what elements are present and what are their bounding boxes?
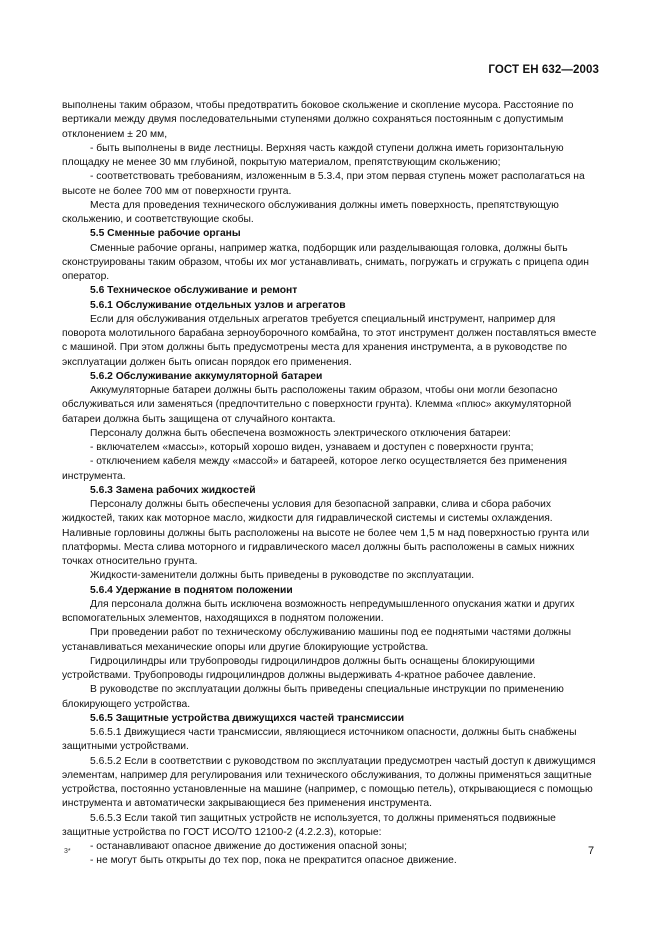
list-item: - останавливают опасное движение до достижения опасной зоны; (90, 841, 408, 852)
list-item: - быть выполнены в виде лестницы. Верхняя часть каждой ступени должна иметь горизонтальную площадку не менее 30 мм глубиной, покрытую материалом, препятствующим скольжению; (62, 142, 564, 168)
list-item: - не могут быть открыты до тех пор, пока не прекратится опасное движение. (90, 855, 457, 867)
section-heading: 5.6.4 Удержание в поднятом положении (90, 584, 293, 596)
text-paragraph: Персоналу должны быть обеспечены условия для безопасной заправки, слива и сбора рабочих жидкостей, таких как моторное масло, жидкости для гидравлической системы и системы охлаждения. Наливные горловины должны быть расположены на высоте не более чем 1,5 м над поверхностью грунта или платформы. Места слива моторного и гидравлического масел должны быть расположены в самых нижних точках относительно грунта. (62, 499, 590, 567)
section-heading: 5.5 Сменные рабочие органы (90, 228, 241, 240)
document-header: ГОСТ ЕН 632—2003 (488, 64, 599, 76)
text-paragraph: Гидроцилиндры или трубопроводы гидроцилиндров должны быть оснащены блокирующими устройствами. Трубопроводы гидроцилиндров должны выдерживать 4-кратное рабочее давление. (62, 655, 536, 681)
list-item: - включателем «массы», который хорошо виден, узнаваем и доступен с поверхности грунта; (90, 442, 534, 453)
section-heading: 5.6.2 Обслуживание аккумуляторной батареи (90, 370, 323, 382)
text-paragraph: 5.6.5.3 Если такой тип защитных устройств не используется, то должны применяться подвижные защитные устройства по ГОСТ ИСО/ТО 12100-2 (4.2.2.3), которые: (62, 812, 556, 838)
section-heading: 5.6.5 Защитные устройства движущихся частей трансмиссии (90, 712, 405, 724)
section-heading: 5.6.3 Замена рабочих жидкостей (90, 484, 256, 496)
text-paragraph: Персоналу должна быть обеспечена возможность электрического отключения батареи: (90, 427, 511, 439)
text-paragraph: Для персонала должна быть исключена возможность непредумышленного опускания жатки и других вспомогательных элементов, находящихся в поднятом положении. (62, 598, 575, 624)
text-paragraph: Если для обслуживания отдельных агрегатов требуется специальный инструмент, например для поворота молотильного барабана зерноуборочного комбайна, то этот инструмент должен поставляться вместе с машиной. При этом должны быть предусмотрены места для хранения инструмента, а в руководстве по эксплуатации должен быть описан порядок его применения. (62, 313, 597, 368)
signature-mark: 3* (64, 848, 71, 855)
text-paragraph: выполнены таким образом, чтобы предотвратить боковое скольжение и скопление мусора. Расстояние по вертикали между двумя последовательными ступенями должно сохраняться постоянным с допустимым отклонением ± 20 мм, (62, 100, 574, 140)
text-paragraph: Места для проведения технического обслуживания должны иметь поверхность, препятствующую скольжению, и соответствующие скобы. (62, 199, 559, 225)
list-item: - отключением кабеля между «массой» и батареей, которое легко осуществляется без применения инструмента. (62, 456, 567, 482)
text-paragraph: При проведении работ по техническому обслуживанию машины под ее поднятыми частями должны устанавливаться механические опоры или другие блокирующие устройства. (62, 627, 572, 653)
page-number: 7 (588, 845, 595, 857)
text-paragraph: Сменные рабочие органы, например жатка, подборщик или разделывающая головка, должны быть сконструированы таким образом, чтобы их мог устанавливать, снимать, погружать и сгружать с прицепа один оператор. (62, 242, 589, 282)
section-heading: 5.6.1 Обслуживание отдельных узлов и агрегатов (90, 299, 346, 311)
list-item: - соответствовать требованиям, изложенным в 5.3.4, при этом первая ступень может располагаться на высоте не более 700 мм от поверхности грунта. (62, 171, 585, 197)
document-body (62, 99, 599, 869)
text-paragraph: Аккумуляторные батареи должны быть расположены таким образом, чтобы они могли безопасно обслуживаться или заменяться (предпочтительно с поверхности грунта). Клемма «плюс» аккумуляторной батареи должна быть защищена от случайного контакта. (62, 385, 572, 425)
section-heading: 5.6 Техническое обслуживание и ремонт (90, 285, 298, 297)
text-paragraph: Жидкости-заменители должны быть приведены в руководстве по эксплуатации. (90, 570, 475, 582)
text-paragraph: 5.6.5.2 Если в соответствии с руководством по эксплуатации предусмотрен частый доступ к движущимся элементам, например для регулирования или технического обслуживания, то должны применяться защитные устройства, постоянно установленные на машине (например, с помощью петель), открывающиеся с помощью инструмента и автоматически закрывающиеся без применения инструмента. (62, 755, 596, 810)
text-paragraph: 5.6.5.1 Движущиеся части трансмиссии, являющиеся источником опасности, должны быть снабжены защитными устройствами. (62, 727, 577, 753)
text-paragraph: В руководстве по эксплуатации должны быть приведены специальные инструкции по применению блокирующего устройства. (62, 684, 564, 710)
